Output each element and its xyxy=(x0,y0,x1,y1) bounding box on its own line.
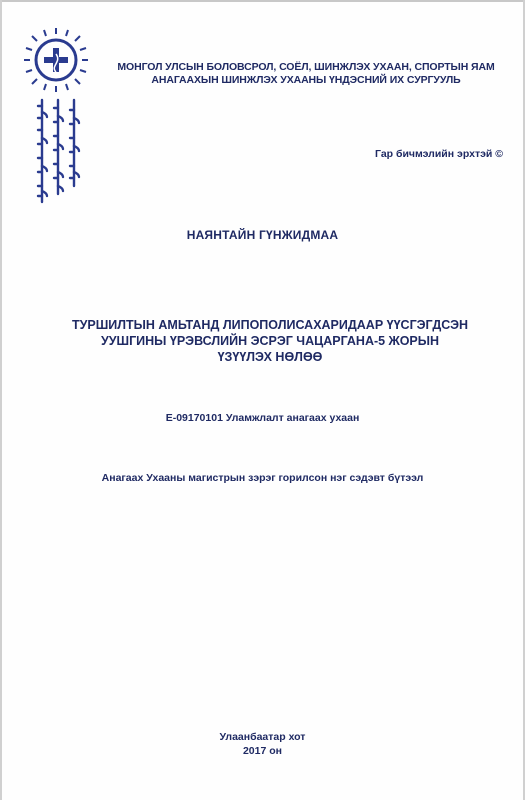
ministry-name: МОНГОЛ УЛСЫН БОЛОВСРОЛ, СОЁЛ, ШИНЖЛЭХ УХААН, СПОРТЫН ЯАМ xyxy=(117,61,495,73)
degree-statement: Анагаах Ухааны магистрын зэрэг горилсон нэг сэдэвт бүтээл xyxy=(101,472,424,484)
thesis-title-line-3: ҮЗҮҮЛЭХ НӨЛӨӨ xyxy=(217,350,323,364)
copyright-notice: Гар бичмэлийн эрхтэй © xyxy=(375,148,503,160)
page-edge-left xyxy=(0,0,2,800)
place-and-year xyxy=(0,730,525,758)
university-emblem-icon xyxy=(22,26,90,206)
city-label: Улаанбаатар хот xyxy=(219,731,306,743)
thesis-title xyxy=(60,317,480,365)
year-label: 2017 он xyxy=(242,745,283,757)
specialty-code: Е-09170101 Уламжлалт анагаах ухаан xyxy=(165,412,360,424)
ministry-university-header xyxy=(96,61,516,87)
page-edge-top xyxy=(0,0,525,2)
university-name: АНАГААХЫН ШИНЖЛЭХ УХААНЫ ҮНДЭСНИЙ ИХ СУРГУУЛЬ xyxy=(151,74,461,86)
thesis-title-line-1: ТУРШИЛТЫН АМЬТАНД ЛИПОПОЛИСАХАРИДААР ҮҮСГЭГДСЭН xyxy=(71,318,469,332)
thesis-title-line-2: УУШГИНЫ ҮРЭВСЛИЙН ЭСРЭГ ЧАЦАРГАНА-5 ЖОРЫН xyxy=(100,334,440,348)
author-name: НАЯНТАЙН ГҮНЖИДМАА xyxy=(186,228,339,242)
